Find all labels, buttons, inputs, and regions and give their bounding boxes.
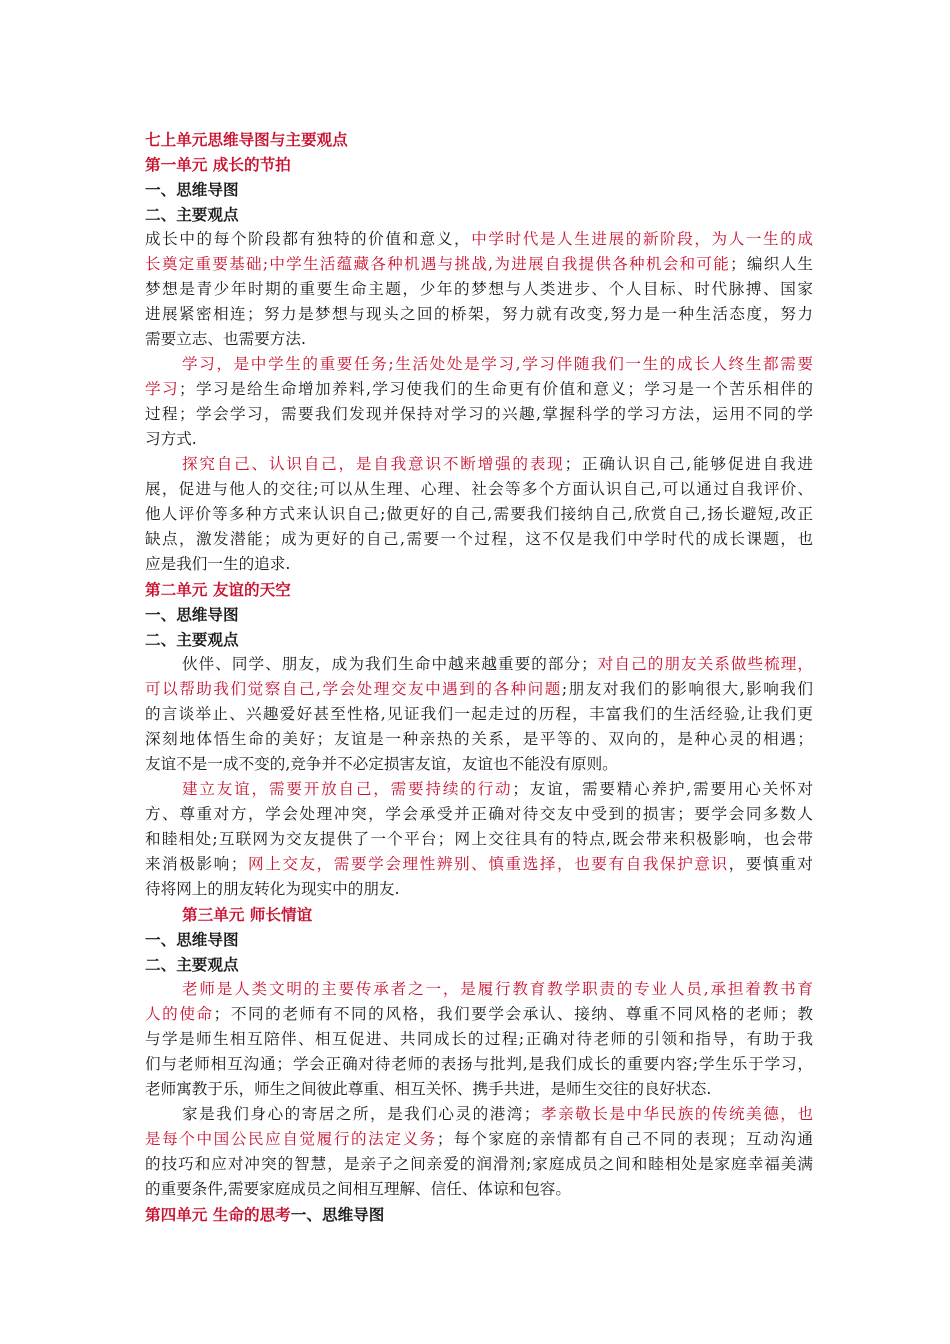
body-text: 展，促进与他人的交往;可以从生理、心理、社会等多个方面认识自己,可以通过自我评价、	[145, 480, 813, 498]
paragraph-line	[145, 1177, 813, 1202]
highlighted-text: 学习，是中学生的重要任务;生活处处是学习,学习伴随我们一生的成长人终生都需要	[182, 355, 813, 373]
highlighted-text: 中学时代是人生进展的新阶段，为人一生的成	[471, 230, 813, 248]
paragraph-line	[145, 527, 813, 552]
unit2-points-heading: 二、主要观点	[145, 630, 239, 649]
document-page	[145, 127, 813, 1227]
body-text: 来消极影响；	[145, 855, 247, 873]
paragraph-line	[145, 352, 813, 377]
body-text: ；正确认识自己,能够促进自我进	[564, 455, 813, 473]
paragraph-line	[145, 1052, 813, 1077]
paragraph-line	[145, 877, 813, 902]
unit3-mindmap-heading: 一、思维导图	[145, 930, 239, 949]
highlighted-text: 人的使命	[145, 1005, 214, 1023]
paragraph-line	[145, 302, 813, 327]
body-text: 老师寓教于乐，师生之间彼此尊重、相互关怀、携手共进，是师生交往的良好状态.	[145, 1080, 712, 1098]
body-text: 的言谈举止、兴趣爱好甚至性格,见证我们一起走过的历程，丰富我们的生活经验,让我们更	[145, 705, 813, 723]
paragraph-line	[145, 852, 813, 877]
unit1-points-heading: 二、主要观点	[145, 205, 239, 224]
body-text: 与学是师生相互陪伴、相互促进、共同成长的过程;正确对待老师的引领和指导，有助于我	[145, 1030, 813, 1048]
paragraph-line	[145, 727, 813, 752]
body-text: 们与老师相互沟通；学会正确对待老师的表扬与批判,是我们成长的重要内容;学生乐于学习，	[145, 1055, 813, 1073]
body-text: 和睦相处;互联网为交友提供了一个平台；网上交往具有的特点,既会带来积极影响，也会带	[145, 830, 813, 848]
highlighted-text: 是每个中国公民应自觉履行的法定义务	[145, 1130, 437, 1148]
paragraph-line	[145, 502, 813, 527]
body-text: ；不同的老师有不同的风格，我们要学会承认、接纳、尊重不同风格的老师；教	[213, 1005, 813, 1023]
paragraph-line	[145, 1077, 813, 1102]
highlighted-text: 孝亲敬长是中华民族的传统美德，也	[539, 1105, 813, 1123]
paragraph-line	[145, 327, 813, 352]
body-text: 友谊不是一成不变的,竞争并不必定损害友谊，友谊也不能没有原则。	[145, 755, 618, 773]
unit1-mindmap-heading: 一、思维导图	[145, 180, 239, 199]
body-text: 过程；学会学习，需要我们发现并保持对学习的兴趣,掌握科学的学习方法，运用不同的学	[145, 405, 813, 423]
body-text: 伙伴、同学、朋友，成为我们生命中越来越重要的部分；	[182, 655, 597, 673]
highlighted-text: 长奠定重要基础;中学生活蕴藏各种机遇与挑战,为进展自我提供各种机会和可能	[145, 255, 731, 273]
paragraph-line	[145, 1152, 813, 1177]
paragraph-line	[145, 227, 813, 252]
body-text: 待将网上的朋友转化为现实中的朋友.	[145, 880, 400, 898]
body-text: ，要慎重对	[728, 855, 813, 873]
unit2-heading: 第二单元 友谊的天空	[145, 580, 291, 599]
body-text: 家是我们身心的寄居之所，是我们心灵的港湾；	[182, 1105, 540, 1123]
highlighted-text: 老师是人类文明的主要传承者之一，是履行教育教学职责的专业人员,承担着教书育	[182, 980, 813, 998]
paragraph-line	[145, 1002, 813, 1027]
body-text: 缺点，激发潜能；成为更好的自己,需要一个过程，这不仅是我们中学时代的成长课题，也	[145, 530, 813, 548]
unit1-heading: 第一单元 成长的节拍	[145, 155, 291, 174]
paragraph-line	[145, 977, 813, 1002]
paragraph-line	[145, 652, 813, 677]
body-text: 的技巧和应对冲突的智慧，是亲子之间亲爱的润滑剂;家庭成员之间和睦相处是家庭幸福美满	[145, 1155, 813, 1173]
paragraph-line	[145, 827, 813, 852]
paragraph-line	[145, 1102, 813, 1127]
highlighted-text: 探究自己、认识自己，是自我意识不断增强的表现	[182, 455, 565, 473]
highlighted-text: 对自己的朋友关系做些梳理，	[596, 655, 813, 673]
body-text: 深刻地体悟生命的美好；友谊是一种亲热的关系，是平等的、双向的，是种心灵的相遇；	[145, 730, 813, 748]
paragraph-line	[145, 1027, 813, 1052]
unit3-heading: 第三单元 师长情谊	[182, 905, 313, 924]
unit2-mindmap-heading: 一、思维导图	[145, 605, 239, 624]
paragraph-line	[145, 552, 813, 577]
paragraph-line	[145, 752, 813, 777]
body-text: 需要立志、也需要方法.	[145, 330, 306, 348]
body-text: 成长中的每个阶段都有独特的价值和意义，	[145, 230, 472, 248]
unit4-heading-red: 第四单元 生命的思考	[145, 1205, 291, 1224]
body-text: ；友谊，需要精心养护,需要用心关怀对	[512, 780, 813, 798]
body-text: 的重要条件,需要家庭成员之间相互理解、信任、体谅和包容。	[145, 1180, 571, 1198]
paragraph-line	[145, 702, 813, 727]
paragraph-line	[145, 402, 813, 427]
paragraph-line	[145, 452, 813, 477]
paragraph-line	[145, 1127, 813, 1152]
highlighted-text: 学习	[145, 380, 180, 398]
paragraph-line	[145, 377, 813, 402]
body-text: 方、尊重对方，学会处理冲突，学会承受并正确对待交友中受到的损害；要学会同多数人	[145, 805, 813, 823]
unit4-mindmap-inline: 一、思维导图	[290, 1205, 385, 1224]
paragraph-line	[145, 277, 813, 302]
paragraph-line	[145, 677, 813, 702]
body-text: 应是我们一生的追求.	[145, 555, 291, 573]
paragraph-line	[145, 777, 813, 802]
doc-title: 七上单元思维导图与主要观点	[145, 130, 348, 149]
paragraph-line	[145, 427, 813, 452]
body-text: 梦想是青少年时期的重要生命主题，少年的梦想与人类进步、个人目标、时代脉搏、国家	[145, 280, 813, 298]
body-text: 习方式.	[145, 430, 197, 448]
body-text: ；学习是给生命增加养料,学习使我们的生命更有价值和意义；学习是一个苦乐相伴的	[179, 380, 813, 398]
body-text: ；编织人生	[730, 255, 813, 273]
body-text: 进展紧密相连；努力是梦想与现头之回的桥架，努力就有改变,努力是一种生活态度，努力	[145, 305, 813, 323]
unit3-points-heading: 二、主要观点	[145, 955, 239, 974]
highlighted-text: 可以帮助我们觉察自己,学会处理交友中遇到的各种问题	[145, 680, 562, 698]
paragraph-line	[145, 802, 813, 827]
highlighted-text: 网上交友，需要学会理性辨别、慎重选择，也要有自我保护意识	[246, 855, 729, 873]
body-text: 他人评价等多种方式来认识自己;做更好的自己,需要我们接纳自己,欣赏自己,扬长避短,改正	[145, 505, 813, 523]
body-text: ;朋友对我们的影响很大,影响我们	[561, 680, 813, 698]
unit4-heading	[145, 1202, 813, 1227]
paragraph-line	[145, 477, 813, 502]
paragraph-line	[145, 252, 813, 277]
highlighted-text: 建立友谊，需要开放自己，需要持续的行动	[182, 780, 513, 798]
body-text: ；每个家庭的亲情都有自己不同的表现；互动沟通	[436, 1130, 813, 1148]
